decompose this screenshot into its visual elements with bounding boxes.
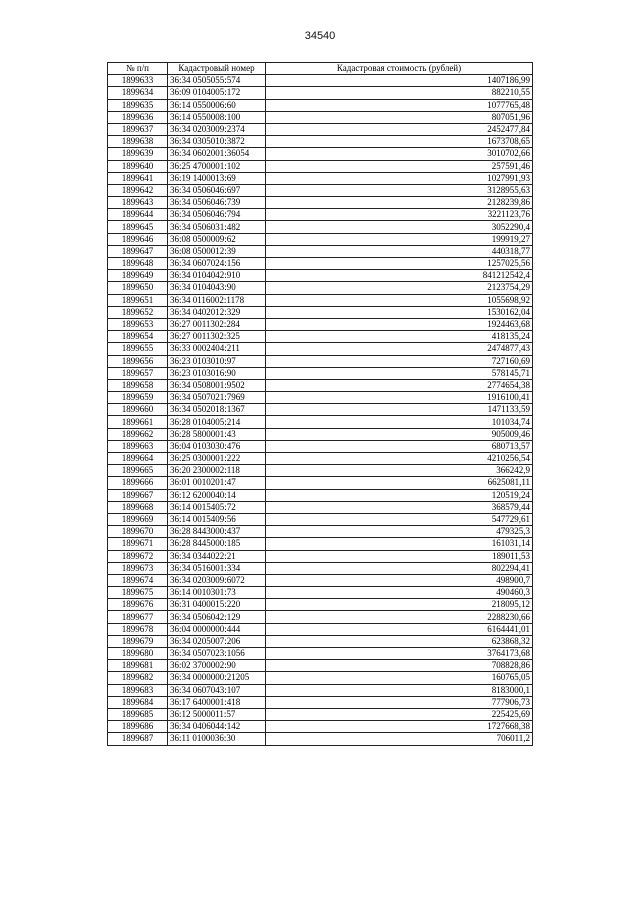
cadastral-number-cell: 36:12 5000011:57 — [168, 708, 266, 720]
table-row — [108, 428, 533, 440]
table-row — [108, 197, 533, 209]
row-number-cell: 1899657 — [108, 367, 168, 379]
cadastral-value-cell: 440318,77 — [266, 245, 533, 257]
cadastral-number-cell: 36:31 0400015:220 — [168, 599, 266, 611]
cadastral-value-cell: 802294,41 — [266, 562, 533, 574]
cadastral-value-cell: 1673708,65 — [266, 136, 533, 148]
row-number-cell: 1899640 — [108, 160, 168, 172]
table-row — [108, 635, 533, 647]
table-row — [108, 123, 533, 135]
cadastral-value-cell: 905009,46 — [266, 428, 533, 440]
cadastral-number-cell: 36:34 0506046:697 — [168, 184, 266, 196]
row-number-cell: 1899670 — [108, 526, 168, 538]
cadastral-value-cell: 680713,57 — [266, 440, 533, 452]
table-row — [108, 258, 533, 270]
table-row — [108, 672, 533, 684]
cadastral-value-cell: 490460,3 — [266, 587, 533, 599]
table-row — [108, 574, 533, 586]
row-number-cell: 1899685 — [108, 708, 168, 720]
cadastral-value-cell: 6164441,01 — [266, 623, 533, 635]
cadastral-value-cell: 708828,86 — [266, 660, 533, 672]
cadastral-number-cell: 36:34 0506042:129 — [168, 611, 266, 623]
cadastral-value-cell: 160765,05 — [266, 672, 533, 684]
table-row — [108, 136, 533, 148]
cadastral-number-cell: 36:34 0502018:1367 — [168, 404, 266, 416]
header-cadastral-number: Кадастровый номер — [168, 63, 266, 75]
row-number-cell: 1899680 — [108, 648, 168, 660]
cadastral-value-cell: 1077765,48 — [266, 99, 533, 111]
cadastral-number-cell: 36:28 8443000:437 — [168, 526, 266, 538]
row-number-cell: 1899672 — [108, 550, 168, 562]
cadastral-value-cell: 6625081,11 — [266, 477, 533, 489]
row-number-cell: 1899681 — [108, 660, 168, 672]
row-number-cell: 1899652 — [108, 306, 168, 318]
table-row — [108, 660, 533, 672]
table-row — [108, 599, 533, 611]
cadastral-number-cell: 36:20 2300002:118 — [168, 465, 266, 477]
table-row — [108, 318, 533, 330]
row-number-cell: 1899687 — [108, 733, 168, 745]
table-row — [108, 513, 533, 525]
table-row — [108, 233, 533, 245]
cadastral-number-cell: 36:02 3700002:90 — [168, 660, 266, 672]
cadastral-number-cell: 36:34 0344022:21 — [168, 550, 266, 562]
cadastral-number-cell: 36:14 0015409:56 — [168, 513, 266, 525]
cadastral-value-cell: 3128955,63 — [266, 184, 533, 196]
cadastral-value-cell: 257591,46 — [266, 160, 533, 172]
table-row — [108, 696, 533, 708]
table-row — [108, 648, 533, 660]
cadastral-value-cell: 189011,53 — [266, 550, 533, 562]
row-number-cell: 1899650 — [108, 282, 168, 294]
cadastral-value-cell: 1916100,41 — [266, 392, 533, 404]
row-number-cell: 1899651 — [108, 294, 168, 306]
row-number-cell: 1899678 — [108, 623, 168, 635]
cadastral-number-cell: 36:27 0011302:325 — [168, 331, 266, 343]
cadastral-number-cell: 36:08 0500009:62 — [168, 233, 266, 245]
table-row — [108, 343, 533, 355]
cadastral-value-cell: 1257025,56 — [266, 258, 533, 270]
table-row — [108, 623, 533, 635]
cadastral-value-cell: 120519,24 — [266, 489, 533, 501]
cadastral-number-cell: 36:34 0516001:334 — [168, 562, 266, 574]
cadastral-value-cell: 218095,12 — [266, 599, 533, 611]
table-row — [108, 221, 533, 233]
cadastral-number-cell: 36:04 0103030:476 — [168, 440, 266, 452]
row-number-cell: 1899638 — [108, 136, 168, 148]
cadastral-number-cell: 36:25 4700001:102 — [168, 160, 266, 172]
row-number-cell: 1899669 — [108, 513, 168, 525]
row-number-cell: 1899635 — [108, 99, 168, 111]
table-row — [108, 99, 533, 111]
row-number-cell: 1899686 — [108, 721, 168, 733]
cadastral-value-cell: 225425,69 — [266, 708, 533, 720]
cadastral-number-cell: 36:34 0607043:107 — [168, 684, 266, 696]
cadastral-number-cell: 36:14 0550006:60 — [168, 99, 266, 111]
row-number-cell: 1899639 — [108, 148, 168, 160]
row-number-cell: 1899653 — [108, 318, 168, 330]
cadastral-value-cell: 368579,44 — [266, 501, 533, 513]
cadastral-value-cell: 777906,73 — [266, 696, 533, 708]
row-number-cell: 1899684 — [108, 696, 168, 708]
cadastral-value-cell: 807051,96 — [266, 111, 533, 123]
cadastral-value-cell: 479325,3 — [266, 526, 533, 538]
table-row — [108, 721, 533, 733]
table-row — [108, 538, 533, 550]
cadastral-value-cell: 199919,27 — [266, 233, 533, 245]
table-row — [108, 367, 533, 379]
cadastral-value-cell: 882210,55 — [266, 87, 533, 99]
row-number-cell: 1899654 — [108, 331, 168, 343]
cadastral-number-cell: 36:33 0002404:211 — [168, 343, 266, 355]
cadastral-value-cell: 1727668,38 — [266, 721, 533, 733]
table-row — [108, 550, 533, 562]
cadastral-number-cell: 36:34 0607024:156 — [168, 258, 266, 270]
table-row — [108, 440, 533, 452]
table-row — [108, 562, 533, 574]
table-row — [108, 477, 533, 489]
table-row — [108, 416, 533, 428]
cadastral-number-cell: 36:27 0011302:284 — [168, 318, 266, 330]
cadastral-number-cell: 36:25 0300001:222 — [168, 453, 266, 465]
cadastral-value-cell: 161031,14 — [266, 538, 533, 550]
table-row — [108, 355, 533, 367]
page-number: 34540 — [304, 30, 336, 42]
row-number-cell: 1899663 — [108, 440, 168, 452]
header-row-number: № п/п — [108, 63, 168, 75]
table-row — [108, 379, 533, 391]
cadastral-number-cell: 36:17 6400001:418 — [168, 696, 266, 708]
cadastral-value-cell: 2128239,86 — [266, 197, 533, 209]
row-number-cell: 1899675 — [108, 587, 168, 599]
cadastral-number-cell: 36:23 0103010:97 — [168, 355, 266, 367]
table-row — [108, 111, 533, 123]
row-number-cell: 1899677 — [108, 611, 168, 623]
row-number-cell: 1899643 — [108, 197, 168, 209]
row-number-cell: 1899683 — [108, 684, 168, 696]
cadastral-number-cell: 36:34 0000000:21205 — [168, 672, 266, 684]
table-row — [108, 611, 533, 623]
cadastral-number-cell: 36:14 0550008:100 — [168, 111, 266, 123]
cadastral-number-cell: 36:34 0402012:329 — [168, 306, 266, 318]
cadastral-value-cell: 418135,24 — [266, 331, 533, 343]
cadastral-value-cell: 1027991,93 — [266, 172, 533, 184]
row-number-cell: 1899668 — [108, 501, 168, 513]
cadastral-number-cell: 36:19 1400013:69 — [168, 172, 266, 184]
cadastral-value-cell: 498900,7 — [266, 574, 533, 586]
table-row — [108, 245, 533, 257]
cadastral-number-cell: 36:01 0010201:47 — [168, 477, 266, 489]
cadastral-number-cell: 36:34 0104042:910 — [168, 270, 266, 282]
table-row — [108, 684, 533, 696]
row-number-cell: 1899662 — [108, 428, 168, 440]
table-row — [108, 404, 533, 416]
table-row — [108, 733, 533, 745]
header-cadastral-value: Кадастровая стоимость (рублей) — [266, 63, 533, 75]
cadastral-value-cell: 1407186,99 — [266, 75, 533, 87]
cadastral-number-cell: 36:34 0508001:9502 — [168, 379, 266, 391]
cadastral-value-cell: 727160,69 — [266, 355, 533, 367]
cadastral-value-cell: 3052290,4 — [266, 221, 533, 233]
row-number-cell: 1899636 — [108, 111, 168, 123]
table-row — [108, 489, 533, 501]
cadastral-number-cell: 36:34 0505055:574 — [168, 75, 266, 87]
cadastral-value-cell: 2774654,38 — [266, 379, 533, 391]
row-number-cell: 1899648 — [108, 258, 168, 270]
table-row — [108, 160, 533, 172]
cadastral-number-cell: 36:34 0506046:794 — [168, 209, 266, 221]
row-number-cell: 1899644 — [108, 209, 168, 221]
table-row — [108, 148, 533, 160]
row-number-cell: 1899641 — [108, 172, 168, 184]
row-number-cell: 1899645 — [108, 221, 168, 233]
row-number-cell: 1899679 — [108, 635, 168, 647]
cadastral-number-cell: 36:34 0506046:739 — [168, 197, 266, 209]
table-row — [108, 465, 533, 477]
cadastral-number-cell: 36:09 0104005:172 — [168, 87, 266, 99]
cadastral-number-cell: 36:28 8445000:185 — [168, 538, 266, 550]
row-number-cell: 1899633 — [108, 75, 168, 87]
row-number-cell: 1899655 — [108, 343, 168, 355]
row-number-cell: 1899665 — [108, 465, 168, 477]
cadastral-value-cell: 8183000,1 — [266, 684, 533, 696]
cadastral-value-cell: 4210256,54 — [266, 453, 533, 465]
cadastral-number-cell: 36:34 0602001:36054 — [168, 148, 266, 160]
cadastral-number-cell: 36:34 0506031:482 — [168, 221, 266, 233]
cadastral-value-cell: 1530162,04 — [266, 306, 533, 318]
cadastral-value-cell: 2474877,43 — [266, 343, 533, 355]
cadastral-value-cell: 841212542,4 — [266, 270, 533, 282]
table-row — [108, 294, 533, 306]
row-number-cell: 1899660 — [108, 404, 168, 416]
cadastral-value-cell: 623868,32 — [266, 635, 533, 647]
cadastral-value-cell: 3010702,66 — [266, 148, 533, 160]
row-number-cell: 1899682 — [108, 672, 168, 684]
table-row — [108, 453, 533, 465]
table-row — [108, 392, 533, 404]
row-number-cell: 1899659 — [108, 392, 168, 404]
table-row — [108, 526, 533, 538]
table-row — [108, 172, 533, 184]
table-row — [108, 282, 533, 294]
cadastral-value-cell: 3221123,76 — [266, 209, 533, 221]
row-number-cell: 1899673 — [108, 562, 168, 574]
table-row — [108, 209, 533, 221]
cadastral-number-cell: 36:23 0103016:90 — [168, 367, 266, 379]
table-row — [108, 306, 533, 318]
cadastral-number-cell: 36:34 0406044:142 — [168, 721, 266, 733]
table-row — [108, 501, 533, 513]
cadastral-value-cell: 578145,71 — [266, 367, 533, 379]
row-number-cell: 1899666 — [108, 477, 168, 489]
row-number-cell: 1899647 — [108, 245, 168, 257]
cadastral-number-cell: 36:12 6200040:14 — [168, 489, 266, 501]
cadastral-value-cell: 706011,2 — [266, 733, 533, 745]
row-number-cell: 1899637 — [108, 123, 168, 135]
table-row — [108, 87, 533, 99]
table-row — [108, 270, 533, 282]
cadastral-number-cell: 36:04 0000000:444 — [168, 623, 266, 635]
row-number-cell: 1899642 — [108, 184, 168, 196]
table-row — [108, 587, 533, 599]
cadastral-number-cell: 36:34 0507021:7969 — [168, 392, 266, 404]
cadastral-value-cell: 101034,74 — [266, 416, 533, 428]
cadastral-value-cell: 1924463,68 — [266, 318, 533, 330]
row-number-cell: 1899676 — [108, 599, 168, 611]
cadastral-number-cell: 36:34 0205007:206 — [168, 635, 266, 647]
row-number-cell: 1899656 — [108, 355, 168, 367]
cadastral-number-cell: 36:34 0507023:1056 — [168, 648, 266, 660]
table-row — [108, 184, 533, 196]
cadastral-value-cell: 547729,61 — [266, 513, 533, 525]
row-number-cell: 1899658 — [108, 379, 168, 391]
cadastral-number-cell: 36:28 5800001:43 — [168, 428, 266, 440]
row-number-cell: 1899634 — [108, 87, 168, 99]
cadastral-number-cell: 36:08 0500012:39 — [168, 245, 266, 257]
cadastral-value-cell: 1055698,92 — [266, 294, 533, 306]
row-number-cell: 1899661 — [108, 416, 168, 428]
cadastral-value-cell: 3764173,68 — [266, 648, 533, 660]
cadastral-number-cell: 36:14 0010301:73 — [168, 587, 266, 599]
cadastral-value-cell: 2123754,29 — [266, 282, 533, 294]
cadastral-number-cell: 36:14 0015405:72 — [168, 501, 266, 513]
cadastral-number-cell: 36:34 0305010:3872 — [168, 136, 266, 148]
row-number-cell: 1899646 — [108, 233, 168, 245]
cadastral-number-cell: 36:28 0104005:214 — [168, 416, 266, 428]
cadastral-number-cell: 36:34 0104043:90 — [168, 282, 266, 294]
cadastral-value-cell: 2288230,66 — [266, 611, 533, 623]
cadastral-value-cell: 1471133,59 — [266, 404, 533, 416]
table-body — [108, 75, 533, 745]
cadastral-value-cell: 366242,9 — [266, 465, 533, 477]
row-number-cell: 1899671 — [108, 538, 168, 550]
row-number-cell: 1899667 — [108, 489, 168, 501]
cadastral-value-cell: 2452477,84 — [266, 123, 533, 135]
row-number-cell: 1899664 — [108, 453, 168, 465]
cadastral-number-cell: 36:34 0203009:6072 — [168, 574, 266, 586]
cadastral-number-cell: 36:11 0100036:30 — [168, 733, 266, 745]
table-row — [108, 75, 533, 87]
cadastral-number-cell: 36:34 0116002:1178 — [168, 294, 266, 306]
row-number-cell: 1899674 — [108, 574, 168, 586]
table-row — [108, 708, 533, 720]
row-number-cell: 1899649 — [108, 270, 168, 282]
table-row — [108, 331, 533, 343]
cadastral-value-table — [107, 62, 533, 746]
table-header-row — [108, 63, 533, 75]
cadastral-number-cell: 36:34 0203009:2374 — [168, 123, 266, 135]
